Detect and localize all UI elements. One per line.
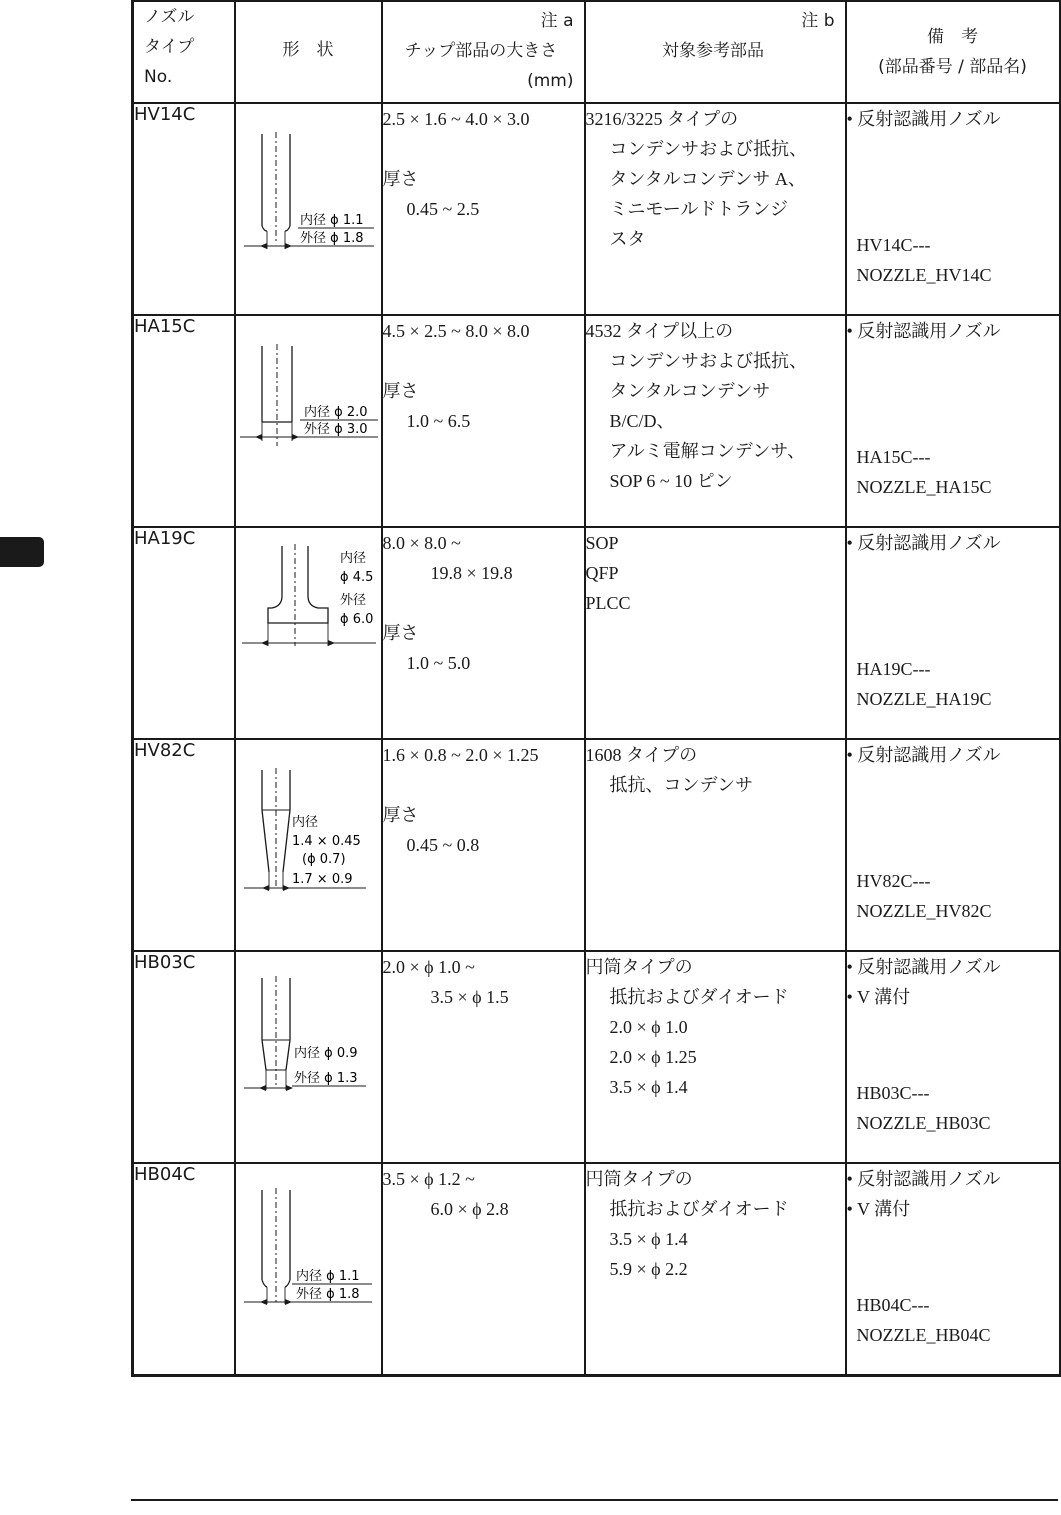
remark-item: • V 溝付 bbox=[846, 1199, 911, 1219]
remarks-cell bbox=[846, 103, 1060, 315]
parts-line: 円筒タイプの bbox=[585, 1169, 693, 1189]
inner-diameter-label: 内径 ϕ 0.9 bbox=[293, 1046, 358, 1061]
outer-diameter-value: ϕ 6.0 bbox=[339, 612, 373, 627]
table-row bbox=[133, 527, 1060, 739]
parts-line: B/C/D、 bbox=[609, 411, 675, 431]
part-number: HB03C--- bbox=[856, 1083, 930, 1103]
header-shape-label: 形 状 bbox=[282, 40, 334, 60]
header-size-unit: (mm) bbox=[527, 71, 574, 91]
nozzle-shape-drawing bbox=[235, 951, 382, 1163]
header-nozzle-type bbox=[133, 1, 235, 103]
parts-line: PLCC bbox=[585, 593, 631, 613]
remarks-cell bbox=[846, 951, 1060, 1163]
header-size-title: チップ部品の大きさ bbox=[404, 41, 558, 61]
nozzle-vgroove-icon bbox=[236, 1164, 381, 1324]
remark-item: • 反射認識用ノズル bbox=[846, 321, 1001, 341]
inner-diameter-value: 1.4 × 0.45 bbox=[291, 834, 361, 849]
chip-size-cell bbox=[382, 739, 585, 951]
size-range: 1.6 × 0.8 ~ 2.0 × 1.25 bbox=[382, 745, 539, 765]
thickness-label: 厚さ bbox=[382, 381, 419, 401]
target-parts-cell bbox=[585, 527, 846, 739]
parts-line: SOP bbox=[585, 533, 619, 553]
part-name: NOZZLE_HV82C bbox=[856, 901, 992, 921]
remarks-cell bbox=[846, 1163, 1060, 1376]
remark-item: • 反射認識用ノズル bbox=[846, 1169, 1001, 1189]
table-row bbox=[133, 951, 1060, 1163]
nozzle-id: HB04C bbox=[133, 1163, 235, 1376]
table-row bbox=[133, 1163, 1060, 1376]
parts-line: アルミ電解コンデンサ、 bbox=[609, 441, 806, 461]
thickness-label: 厚さ bbox=[382, 169, 419, 189]
header-type-line3: No. bbox=[144, 67, 173, 87]
header-type-line2: タイプ bbox=[144, 37, 195, 57]
thickness-range: 0.45 ~ 0.8 bbox=[406, 835, 480, 855]
header-shape bbox=[235, 1, 382, 103]
target-parts-cell bbox=[585, 739, 846, 951]
nozzle-flared-icon bbox=[236, 528, 381, 688]
header-target-parts bbox=[585, 1, 846, 103]
section-tab-marker bbox=[0, 537, 44, 567]
outer-diameter-value: 1.7 × 0.9 bbox=[291, 872, 353, 887]
parts-line: 抵抗、コンデンサ bbox=[609, 775, 754, 795]
header-target-title: 対象参考部品 bbox=[662, 41, 764, 61]
parts-line: 5.9 × ϕ 2.2 bbox=[609, 1259, 688, 1279]
target-parts-cell bbox=[585, 103, 846, 315]
header-remarks-sub: (部品番号 / 部品名) bbox=[878, 57, 1027, 77]
parts-line: コンデンサおよび抵抗、 bbox=[609, 139, 808, 159]
header-remarks bbox=[846, 1, 1060, 103]
parts-line: 4532 タイプ以上の bbox=[585, 321, 734, 341]
part-number: HV82C--- bbox=[856, 871, 931, 891]
parts-line: タンタルコンデンサ bbox=[609, 381, 771, 401]
remark-item: • V 溝付 bbox=[846, 987, 911, 1007]
nozzle-id: HV14C bbox=[133, 103, 235, 315]
thickness-range: 1.0 ~ 5.0 bbox=[406, 653, 471, 673]
footer-rule bbox=[131, 1499, 1058, 1501]
remark-item: • 反射認識用ノズル bbox=[846, 109, 1001, 129]
size-range-end: 19.8 × 19.8 bbox=[430, 563, 513, 583]
inner-diameter-label: 内径 ϕ 1.1 bbox=[299, 213, 364, 228]
table-header-row bbox=[133, 1, 1060, 103]
chip-size-cell bbox=[382, 103, 585, 315]
size-range: 2.5 × 1.6 ~ 4.0 × 3.0 bbox=[382, 109, 530, 129]
header-target-note: 注 b bbox=[801, 11, 835, 31]
inner-diameter-label: 内径 bbox=[339, 551, 366, 566]
target-parts-cell bbox=[585, 315, 846, 527]
thickness-range: 1.0 ~ 6.5 bbox=[406, 411, 471, 431]
inner-diameter-label: 内径 ϕ 1.1 bbox=[295, 1269, 360, 1284]
part-number: HA15C--- bbox=[856, 447, 931, 467]
part-name: NOZZLE_HV14C bbox=[856, 265, 992, 285]
table-row bbox=[133, 315, 1060, 527]
thickness-label: 厚さ bbox=[382, 623, 419, 643]
parts-line: 3216/3225 タイプの bbox=[585, 109, 739, 129]
part-number: HB04C--- bbox=[856, 1295, 930, 1315]
inner-diameter-value: ϕ 4.5 bbox=[339, 570, 373, 585]
chip-size-cell bbox=[382, 315, 585, 527]
nozzle-shape-drawing bbox=[235, 1163, 382, 1376]
nozzle-id: HV82C bbox=[133, 739, 235, 951]
parts-line: SOP 6 ~ 10 ピン bbox=[609, 471, 733, 491]
parts-line: コンデンサおよび抵抗、 bbox=[609, 351, 808, 371]
chip-size-cell bbox=[382, 527, 585, 739]
parts-line: 1608 タイプの bbox=[585, 745, 698, 765]
nozzle-shape-drawing bbox=[235, 527, 382, 739]
table-row bbox=[133, 739, 1060, 951]
header-size-note: 注 a bbox=[540, 11, 574, 31]
size-range: 4.5 × 2.5 ~ 8.0 × 8.0 bbox=[382, 321, 530, 341]
size-range: 2.0 × ϕ 1.0 ~ bbox=[382, 957, 475, 977]
part-number: HA19C--- bbox=[856, 659, 931, 679]
outer-diameter-label: 外径 ϕ 1.8 bbox=[295, 1287, 360, 1302]
part-name: NOZZLE_HA15C bbox=[856, 477, 992, 497]
remark-item: • 反射認識用ノズル bbox=[846, 957, 1001, 977]
nozzle-shape-drawing bbox=[235, 739, 382, 951]
nozzle-id: HA15C bbox=[133, 315, 235, 527]
part-number: HV14C--- bbox=[856, 235, 931, 255]
nozzle-straight-icon bbox=[236, 316, 381, 476]
outer-diameter-label: 外径 bbox=[339, 593, 366, 608]
remark-item: • 反射認識用ノズル bbox=[846, 745, 1001, 765]
inner-diameter-label: 内径 bbox=[291, 815, 318, 830]
part-name: NOZZLE_HB04C bbox=[856, 1325, 991, 1345]
header-remarks-title: 備 考 bbox=[927, 27, 978, 47]
remarks-cell bbox=[846, 315, 1060, 527]
target-parts-cell bbox=[585, 951, 846, 1163]
outer-diameter-label: 外径 ϕ 1.3 bbox=[293, 1071, 358, 1086]
part-name: NOZZLE_HB03C bbox=[856, 1113, 991, 1133]
nozzle-id: HA19C bbox=[133, 527, 235, 739]
parts-line: 2.0 × ϕ 1.25 bbox=[609, 1047, 697, 1067]
table-row bbox=[133, 103, 1060, 315]
remarks-cell bbox=[846, 527, 1060, 739]
part-name: NOZZLE_HA19C bbox=[856, 689, 992, 709]
parts-line: 3.5 × ϕ 1.4 bbox=[609, 1229, 688, 1249]
size-range: 3.5 × ϕ 1.2 ~ bbox=[382, 1169, 475, 1189]
parts-line: タンタルコンデンサ A、 bbox=[609, 169, 806, 189]
header-type-line1: ノズル bbox=[144, 7, 195, 27]
parts-line: 抵抗およびダイオード bbox=[609, 1199, 789, 1219]
outer-diameter-label: 外径 ϕ 1.8 bbox=[299, 231, 364, 246]
size-range-end: 6.0 × ϕ 2.8 bbox=[430, 1199, 509, 1219]
size-range-end: 3.5 × ϕ 1.5 bbox=[430, 987, 509, 1007]
nozzle-vgroove-icon bbox=[236, 952, 381, 1112]
outer-diameter-label: 外径 ϕ 3.0 bbox=[303, 422, 368, 437]
inner-diameter-alt: (ϕ 0.7) bbox=[301, 852, 346, 867]
parts-line: 円筒タイプの bbox=[585, 957, 693, 977]
thickness-range: 0.45 ~ 2.5 bbox=[406, 199, 480, 219]
parts-line: ミニモールドトランジ bbox=[609, 199, 788, 219]
chip-size-cell bbox=[382, 951, 585, 1163]
parts-line: スタ bbox=[609, 229, 646, 249]
size-range: 8.0 × 8.0 ~ bbox=[382, 533, 461, 553]
parts-line: 3.5 × ϕ 1.4 bbox=[609, 1077, 688, 1097]
nozzle-tapered-icon bbox=[236, 740, 381, 900]
parts-line: 2.0 × ϕ 1.0 bbox=[609, 1017, 688, 1037]
header-chip-size bbox=[382, 1, 585, 103]
thickness-label: 厚さ bbox=[382, 805, 419, 825]
parts-line: 抵抗およびダイオード bbox=[609, 987, 789, 1007]
remarks-cell bbox=[846, 739, 1060, 951]
chip-size-cell bbox=[382, 1163, 585, 1376]
nozzle-shape-drawing bbox=[235, 315, 382, 527]
nozzle-spec-table bbox=[131, 0, 1061, 1377]
inner-diameter-label: 内径 ϕ 2.0 bbox=[303, 405, 368, 420]
target-parts-cell bbox=[585, 1163, 846, 1376]
remark-item: • 反射認識用ノズル bbox=[846, 533, 1001, 553]
nozzle-id: HB03C bbox=[133, 951, 235, 1163]
nozzle-shape-drawing bbox=[235, 103, 382, 315]
parts-line: QFP bbox=[585, 563, 619, 583]
nozzle-straight-icon bbox=[236, 104, 381, 264]
